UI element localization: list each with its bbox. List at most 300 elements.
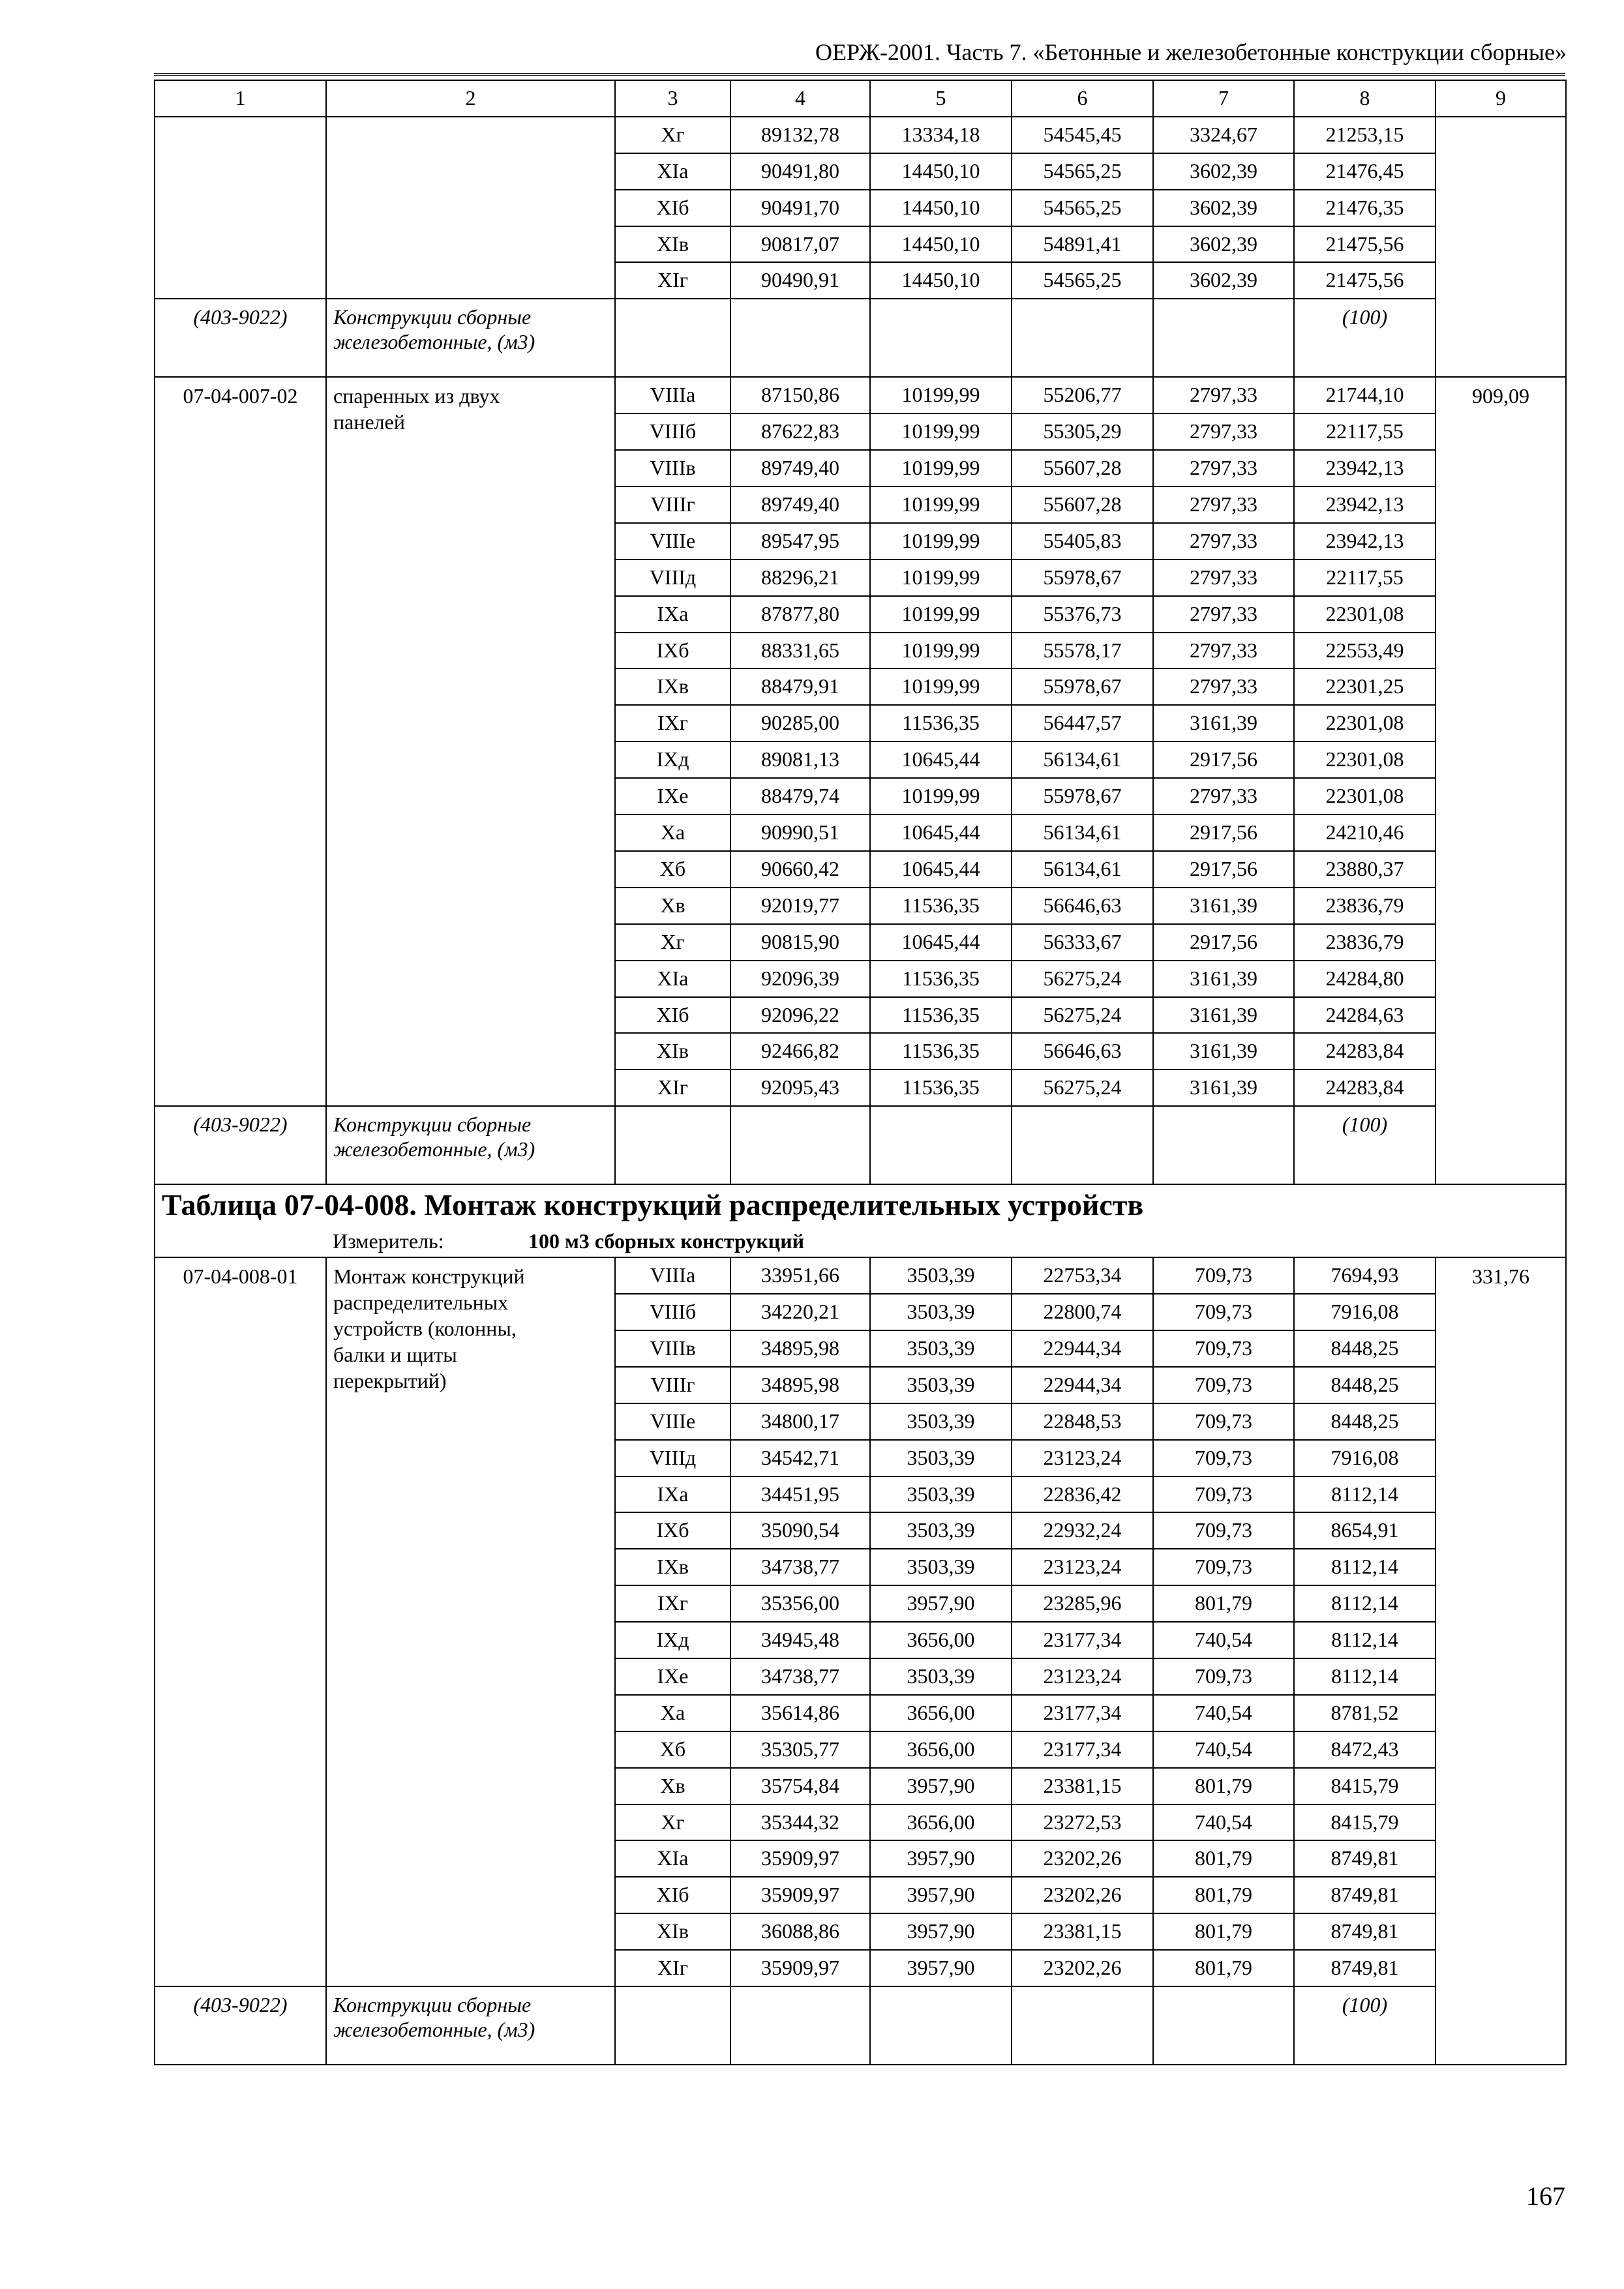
table-cell: 10199,99	[871, 595, 1011, 632]
empty-cell	[1012, 299, 1153, 377]
table-cell: VIIIв	[616, 1330, 730, 1366]
meter-row	[155, 1225, 1566, 1257]
table-cell: IXб	[616, 632, 730, 668]
empty-cell	[1153, 1986, 1294, 2065]
resource-name	[326, 1106, 615, 1184]
rate-block	[155, 1257, 1566, 1986]
table-cell: 740,54	[1154, 1621, 1293, 1658]
table-cell: 87877,80	[731, 595, 869, 632]
table-cell: 3957,90	[871, 1767, 1011, 1804]
table-cell: 35909,97	[731, 1876, 869, 1913]
table-cell: 801,79	[1154, 1949, 1293, 1986]
table-cell: 11536,35	[871, 1069, 1011, 1105]
table-cell: 3503,39	[871, 1548, 1011, 1585]
rate-name-line: устройств (колонны,	[333, 1317, 517, 1341]
machine-cost-column	[1012, 1257, 1153, 1986]
table-cell: 740,54	[1154, 1731, 1293, 1767]
header-rule	[154, 73, 1565, 76]
table-cell: 11536,35	[871, 996, 1011, 1033]
column-number-row	[155, 80, 1566, 117]
table-cell: 8448,25	[1295, 1366, 1435, 1403]
table-cell: 55405,83	[1012, 522, 1152, 559]
table-cell: 801,79	[1154, 1840, 1293, 1876]
table-cell: VIIIе	[616, 1403, 730, 1439]
table-cell: 10199,99	[871, 668, 1011, 704]
table-cell: 709,73	[1154, 1293, 1293, 1330]
labor-cost-column	[870, 1257, 1012, 1986]
table-cell: XIа	[616, 1840, 730, 1876]
table-cell: 3161,39	[1154, 887, 1293, 923]
table-cell: 3503,39	[871, 1366, 1011, 1403]
table-cell: 3602,39	[1154, 226, 1293, 262]
table-cell: 2917,56	[1154, 923, 1293, 960]
resource-name-line: железобетонные, (м3)	[333, 330, 535, 354]
rate-name-cell	[326, 377, 615, 1106]
column-number: 7	[1153, 80, 1294, 117]
table-cell: 89749,40	[731, 486, 869, 522]
table-cell: 3957,90	[871, 1876, 1011, 1913]
table-cell: 90285,00	[731, 704, 869, 741]
table-cell: 55607,28	[1012, 449, 1152, 486]
rate-name-cell	[326, 117, 615, 299]
table-cell: 24210,46	[1295, 814, 1435, 850]
table-cell: 55978,67	[1012, 777, 1152, 814]
table-cell: 14450,10	[871, 153, 1011, 189]
table-cell: 34451,95	[731, 1476, 869, 1512]
table-cell: 14450,10	[871, 262, 1011, 298]
resource-footer-row	[155, 1106, 1566, 1184]
resource-code: (403-9022)	[155, 1106, 326, 1184]
table-cell: 56646,63	[1012, 1032, 1152, 1069]
table-cell: 22301,08	[1295, 741, 1435, 777]
table-cell: 56134,61	[1012, 741, 1152, 777]
table-cell: XIг	[616, 1069, 730, 1105]
table-cell: 10645,44	[871, 814, 1011, 850]
table-cell: 2797,33	[1154, 632, 1293, 668]
table-cell: IXб	[616, 1512, 730, 1548]
table-cell: 8749,81	[1295, 1876, 1435, 1913]
table-cell: 2797,33	[1154, 668, 1293, 704]
table-cell: 3602,39	[1154, 262, 1293, 298]
table-cell: 87150,86	[761, 383, 839, 407]
table-cell: Xа	[616, 1694, 730, 1731]
table-cell: 35305,77	[731, 1731, 869, 1767]
rate-name-line: распределительных	[333, 1291, 509, 1315]
column-number: 3	[615, 80, 730, 117]
table-cell: 14450,10	[871, 189, 1011, 226]
table-cell: 8112,14	[1295, 1658, 1435, 1694]
labor-cost-column	[870, 377, 1012, 1106]
table-cell: XIб	[616, 1876, 730, 1913]
table-cell: 8749,81	[1295, 1840, 1435, 1876]
table-cell: 8415,79	[1295, 1804, 1435, 1840]
table-cell: IXд	[616, 741, 730, 777]
table-cell: 3656,00	[871, 1731, 1011, 1767]
table-cell: 8472,43	[1295, 1731, 1435, 1767]
table-cell: 3656,00	[871, 1621, 1011, 1658]
table-cell: 8112,14	[1295, 1476, 1435, 1512]
materials-cost-column	[1294, 117, 1436, 299]
table-cell: 55376,73	[1012, 595, 1152, 632]
table-cell: 8749,81	[1295, 1949, 1435, 1986]
materials-cost-column	[1294, 1257, 1436, 1986]
table-cell: Xб	[616, 850, 730, 887]
table-cell: 23942,13	[1295, 449, 1435, 486]
table-cell: 8112,14	[1295, 1548, 1435, 1585]
table-cell: 34542,71	[731, 1439, 869, 1476]
table-cell: 54545,45	[1043, 122, 1122, 146]
empty-cell	[730, 1106, 870, 1184]
empty-cell	[870, 1106, 1012, 1184]
table-cell: 709,73	[1154, 1403, 1293, 1439]
table-cell: 24284,80	[1295, 960, 1435, 996]
table-cell: IXе	[616, 1658, 730, 1694]
empty-cell	[615, 299, 730, 377]
table-cell: 22800,74	[1012, 1293, 1152, 1330]
table-cell: 10645,44	[871, 923, 1011, 960]
table-cell: 21476,35	[1295, 189, 1435, 226]
table-cell: 7694,93	[1331, 1263, 1399, 1287]
table-cell: 11536,35	[871, 1032, 1011, 1069]
table-cell: Xг	[661, 122, 685, 146]
empty-cell	[1153, 299, 1294, 377]
table-cell: 21744,10	[1325, 383, 1404, 407]
table-cell: IXа	[616, 1476, 730, 1512]
table-cell: 10199,99	[901, 383, 980, 407]
table-cell: 56275,24	[1012, 960, 1152, 996]
table-cell: 54891,41	[1012, 226, 1152, 262]
total-cost-column	[730, 377, 870, 1106]
operator-wage-column	[1153, 117, 1294, 299]
table-cell: 2797,33	[1154, 486, 1293, 522]
table-cell: 2797,33	[1154, 559, 1293, 595]
resource-name-line: Конструкции сборные	[333, 1992, 532, 2016]
table-cell: 23880,37	[1295, 850, 1435, 887]
table-cell: 3656,00	[871, 1804, 1011, 1840]
page-number: 167	[1526, 2181, 1565, 2211]
table-cell: 21475,56	[1295, 262, 1435, 298]
table-cell: 801,79	[1154, 1585, 1293, 1621]
meter-label: Измеритель:	[333, 1229, 444, 1253]
table-cell: IXд	[616, 1621, 730, 1658]
table-cell: VIIIд	[616, 1439, 730, 1476]
table-cell: 88479,74	[731, 777, 869, 814]
table-cell: 36088,86	[731, 1913, 869, 1949]
table-cell: 23177,34	[1012, 1694, 1152, 1731]
table-cell: 90990,51	[731, 814, 869, 850]
table-cell: IXг	[616, 704, 730, 741]
empty-cell	[730, 1986, 870, 2065]
table-cell: 23123,24	[1012, 1548, 1152, 1585]
rate-code-cell: 07-04-007-02	[155, 377, 326, 1106]
table-cell: 35909,97	[731, 1840, 869, 1876]
table-cell: 89081,13	[731, 741, 869, 777]
table-cell: 801,79	[1154, 1913, 1293, 1949]
table-cell: 35356,00	[731, 1585, 869, 1621]
table-cell: 90660,42	[731, 850, 869, 887]
table-cell: 10199,99	[871, 777, 1011, 814]
rate-name-cell	[326, 1257, 615, 1986]
table-cell: 34895,98	[731, 1330, 869, 1366]
resource-name	[326, 1986, 615, 2065]
table-cell: Xб	[616, 1731, 730, 1767]
table-cell: 22301,08	[1295, 595, 1435, 632]
table-cell: 2797,33	[1190, 383, 1257, 407]
table-cell: 34220,21	[731, 1293, 869, 1330]
table-cell: 35344,32	[731, 1804, 869, 1840]
table-cell: 89749,40	[731, 449, 869, 486]
table-cell: Xг	[616, 1804, 730, 1840]
table-cell: 21475,56	[1295, 226, 1435, 262]
table-cell: 21253,15	[1325, 122, 1404, 146]
table-cell: XIв	[616, 226, 730, 262]
table-cell: 3503,39	[871, 1330, 1011, 1366]
rates-table	[154, 80, 1567, 2065]
resource-name-line: Конструкции сборные	[333, 305, 532, 329]
materials-cost-column	[1294, 377, 1436, 1106]
table-cell: 709,73	[1154, 1330, 1293, 1366]
table-cell: 23942,13	[1295, 522, 1435, 559]
table-cell: 55607,28	[1012, 486, 1152, 522]
table-cell: 23272,53	[1012, 1804, 1152, 1840]
table-cell: 8112,14	[1295, 1621, 1435, 1658]
table-cell: 22117,55	[1295, 413, 1435, 449]
table-cell: XIв	[616, 1913, 730, 1949]
table-cell: 3503,39	[871, 1512, 1011, 1548]
table-cell: 90817,07	[731, 226, 869, 262]
table-cell: 10199,99	[871, 486, 1011, 522]
table-cell: 24284,63	[1295, 996, 1435, 1033]
table-cell: 2797,33	[1154, 595, 1293, 632]
table-cell: 23202,26	[1012, 1949, 1152, 1986]
table-cell: 22848,53	[1012, 1403, 1152, 1439]
table-cell: 740,54	[1154, 1804, 1293, 1840]
zone-column	[615, 377, 730, 1106]
table-cell: 56134,61	[1012, 814, 1152, 850]
table-cell: 92096,39	[731, 960, 869, 996]
table-cell: 709,73	[1154, 1476, 1293, 1512]
section-title: Таблица 07-04-008. Монтаж конструкций распределительных устройств	[155, 1184, 1566, 1225]
table-cell: 3503,39	[871, 1658, 1011, 1694]
table-cell: 23202,26	[1012, 1876, 1152, 1913]
table-cell: XIб	[616, 189, 730, 226]
table-cell: IXв	[616, 1548, 730, 1585]
table-cell: XIб	[616, 996, 730, 1033]
resource-code: (403-9022)	[155, 1986, 326, 2065]
table-cell: 10199,99	[871, 449, 1011, 486]
table-cell: XIв	[616, 1032, 730, 1069]
table-cell: 22753,34	[1043, 1263, 1122, 1287]
table-cell: 23836,79	[1295, 923, 1435, 960]
total-cost-column	[730, 1257, 870, 1986]
table-cell: 10645,44	[871, 850, 1011, 887]
column-number: 1	[155, 80, 326, 117]
table-cell: 92466,82	[731, 1032, 869, 1069]
table-cell: 3503,39	[871, 1403, 1011, 1439]
table-cell: 2917,56	[1154, 741, 1293, 777]
empty-cell	[1012, 1986, 1153, 2065]
table-cell: 23123,24	[1012, 1439, 1152, 1476]
table-cell: 89547,95	[731, 522, 869, 559]
table-cell: 2917,56	[1154, 814, 1293, 850]
table-cell: 23123,24	[1012, 1658, 1152, 1694]
table-cell: IXв	[616, 668, 730, 704]
table-cell: 22944,34	[1012, 1366, 1152, 1403]
rate-name-line: панелей	[333, 410, 405, 434]
labor-hours-cell: 331,76	[1436, 1257, 1566, 2065]
table-cell: 2797,33	[1154, 522, 1293, 559]
empty-cell	[730, 299, 870, 377]
table-cell: 89132,78	[761, 122, 839, 146]
table-cell: 23202,26	[1012, 1840, 1152, 1876]
empty-cell	[1153, 1106, 1294, 1184]
table-cell: 23836,79	[1295, 887, 1435, 923]
table-cell: VIIIв	[616, 449, 730, 486]
table-cell: 54565,25	[1012, 153, 1152, 189]
resource-quantity: (100)	[1294, 299, 1436, 377]
rate-name-line: балки и щиты	[333, 1343, 457, 1367]
table-cell: VIIIг	[616, 486, 730, 522]
table-cell: 56275,24	[1012, 996, 1152, 1033]
table-cell: 8781,52	[1295, 1694, 1435, 1731]
table-cell: Xг	[616, 923, 730, 960]
table-cell: 709,73	[1195, 1263, 1252, 1287]
table-cell: 22944,34	[1012, 1330, 1152, 1366]
table-cell: 21476,45	[1295, 153, 1435, 189]
rate-code-cell	[155, 117, 326, 299]
resource-name-line: Конструкции сборные	[333, 1113, 532, 1137]
table-cell: 3161,39	[1154, 996, 1293, 1033]
resource-code: (403-9022)	[155, 299, 326, 377]
table-cell: 3957,90	[871, 1840, 1011, 1876]
table-cell: VIIIа	[650, 383, 696, 407]
rate-name-line: Монтаж конструкций	[333, 1264, 525, 1289]
table-cell: 2797,33	[1154, 449, 1293, 486]
table-cell: 11536,35	[871, 960, 1011, 996]
operator-wage-column	[1153, 1257, 1294, 1986]
table-cell: 22301,08	[1295, 777, 1435, 814]
table-cell: IXе	[616, 777, 730, 814]
table-cell: 3161,39	[1154, 704, 1293, 741]
machine-cost-column	[1012, 117, 1153, 299]
table-cell: 801,79	[1154, 1876, 1293, 1913]
table-cell: 8448,25	[1295, 1330, 1435, 1366]
table-cell: 23381,15	[1012, 1913, 1152, 1949]
table-cell: XIг	[616, 1949, 730, 1986]
table-cell: 34738,77	[731, 1548, 869, 1585]
table-cell: 87622,83	[731, 413, 869, 449]
zone-column	[615, 1257, 730, 1986]
table-cell: 10199,99	[871, 559, 1011, 595]
table-cell: 709,73	[1154, 1658, 1293, 1694]
table-cell: 23285,96	[1012, 1585, 1152, 1621]
table-cell: 801,79	[1154, 1767, 1293, 1804]
table-cell: 14450,10	[871, 226, 1011, 262]
table-cell: 34945,48	[731, 1621, 869, 1658]
table-cell: 92095,43	[731, 1069, 869, 1105]
table-cell: 55978,67	[1012, 668, 1152, 704]
table-cell: 55978,67	[1012, 559, 1152, 595]
table-cell: 34738,77	[731, 1658, 869, 1694]
labor-cost-column	[870, 117, 1012, 299]
table-cell: 90490,91	[731, 262, 869, 298]
table-cell: 709,73	[1154, 1366, 1293, 1403]
table-cell: Xв	[616, 1767, 730, 1804]
table-cell: 92096,22	[731, 996, 869, 1033]
table-cell: 56646,63	[1012, 887, 1152, 923]
table-cell: 90815,90	[731, 923, 869, 960]
resource-quantity: (100)	[1294, 1106, 1436, 1184]
table-cell: 56134,61	[1012, 850, 1152, 887]
table-cell: 35090,54	[731, 1512, 869, 1548]
table-cell: 3656,00	[871, 1694, 1011, 1731]
table-cell: 10199,99	[871, 413, 1011, 449]
section-heading-row	[155, 1184, 1566, 1225]
labor-hours-cell: 909,09	[1436, 377, 1566, 1184]
table-cell: XIа	[616, 960, 730, 996]
table-cell: 3503,39	[871, 1476, 1011, 1512]
table-cell: 10199,99	[871, 632, 1011, 668]
labor-hours-cell	[1436, 117, 1566, 377]
table-cell: IXг	[616, 1585, 730, 1621]
table-cell: 55305,29	[1012, 413, 1152, 449]
table-cell: 709,73	[1154, 1548, 1293, 1585]
table-cell: 23942,13	[1295, 486, 1435, 522]
table-cell: 2797,33	[1154, 777, 1293, 814]
table-cell: VIIIд	[616, 559, 730, 595]
table-cell: 23177,34	[1012, 1731, 1152, 1767]
table-cell: 3324,67	[1190, 122, 1257, 146]
table-cell: 3503,39	[871, 1439, 1011, 1476]
table-cell: 23177,34	[1012, 1621, 1152, 1658]
table-cell: 3957,90	[871, 1949, 1011, 1986]
table-cell: 3957,90	[871, 1585, 1011, 1621]
table-cell: 22117,55	[1295, 559, 1435, 595]
table-cell: 3503,39	[907, 1263, 975, 1287]
meter-value: 100 м3 сборных конструкций	[528, 1229, 805, 1253]
table-cell: 54565,25	[1012, 189, 1152, 226]
table-cell: 8415,79	[1295, 1767, 1435, 1804]
table-cell: 13334,18	[901, 122, 980, 146]
table-cell: 90491,80	[731, 153, 869, 189]
table-cell: 33951,66	[761, 1263, 839, 1287]
table-cell: 3161,39	[1154, 1069, 1293, 1105]
resource-name	[326, 299, 615, 377]
operator-wage-column	[1153, 377, 1294, 1106]
empty-cell	[1012, 1106, 1153, 1184]
table-cell: 8654,91	[1295, 1512, 1435, 1548]
column-number: 4	[730, 80, 870, 117]
table-cell: 88479,91	[731, 668, 869, 704]
table-cell: 10645,44	[871, 741, 1011, 777]
empty-cell	[615, 1106, 730, 1184]
column-number: 2	[326, 80, 615, 117]
column-number: 5	[870, 80, 1012, 117]
table-cell: 22553,49	[1295, 632, 1435, 668]
empty-cell	[615, 1986, 730, 2065]
rate-block-continued	[155, 117, 1566, 299]
table-cell: 24283,84	[1295, 1069, 1435, 1105]
table-cell: VIIIг	[616, 1366, 730, 1403]
column-number: 9	[1436, 80, 1566, 117]
table-cell: 90491,70	[731, 189, 869, 226]
resource-footer-row	[155, 1986, 1566, 2065]
table-cell: 709,73	[1154, 1512, 1293, 1548]
table-cell: 8448,25	[1295, 1403, 1435, 1439]
table-cell: 3503,39	[871, 1293, 1011, 1330]
table-cell: VIIIе	[616, 522, 730, 559]
empty-cell	[870, 299, 1012, 377]
